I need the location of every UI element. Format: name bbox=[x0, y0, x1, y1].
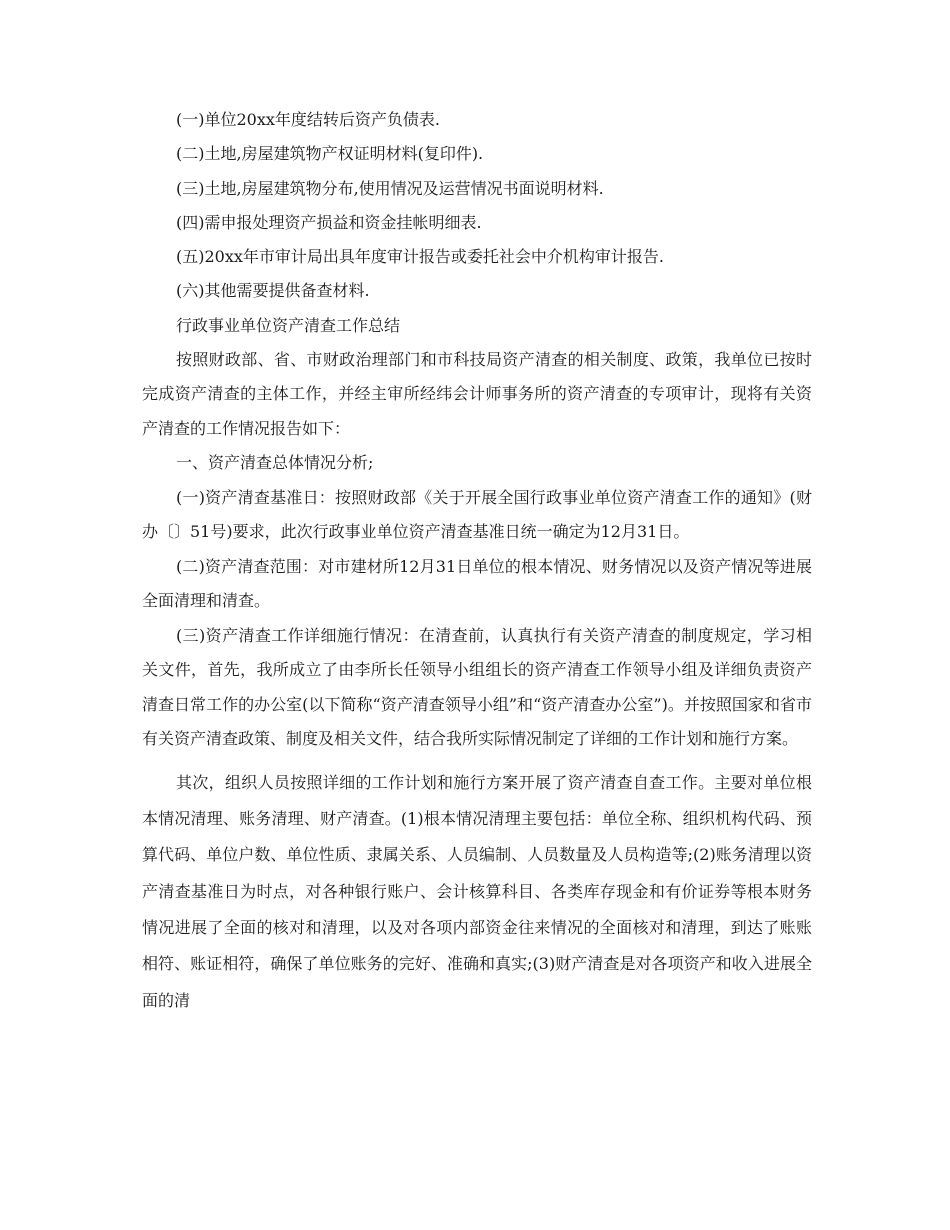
section-title: 行政事业单位资产清查工作总结 bbox=[176, 315, 401, 335]
paragraph-implementation: (三)资产清查工作详细施行情况：在清查前，认真执行有关资产清查的制度规定，学习相关文件，首先，我所成立了由李所长任领导小组组长的资产清查工作领导小组及详细负责资产清查日常工作的办公室(以下简称“资产清查领导小组”和“资产清查办公室”)。并按照国家和省市有关资产清查政策、制度及相关文件，结合我所实际情况制定了详细的工作计划和施行方案。 bbox=[142, 625, 812, 749]
paragraph-heading: 一、资产清查总体情况分析; bbox=[176, 453, 374, 473]
paragraph-base-date: (一)资产清查基准日：按照财政部《关于开展全国行政事业单位资产清查工作的通知》(财办〔〕51号)要求，此次行政事业单位资产清查基准日统一确定为12月31日。 bbox=[142, 487, 812, 542]
requirement-item: (四)需申报处理资产损益和资金挂帐明细表. bbox=[176, 212, 482, 232]
body-text bbox=[142, 343, 812, 757]
body-text-continued bbox=[142, 765, 812, 1019]
requirement-item: (一)单位20xx年度结转后资产负债表. bbox=[176, 110, 440, 129]
paragraph-intro: 按照财政部、省、市财政治理部门和市科技局资产清查的相关制度、政策，我单位已按时完成资产清查的主体工作，并经主审所经纬会计师事务所的资产清查的专项审计，现将有关资产清查的工作情况报告如下： bbox=[142, 349, 812, 438]
requirement-item: (六)其他需要提供备查材料. bbox=[176, 281, 370, 301]
document-page bbox=[142, 112, 812, 1019]
paragraph-scope: (二)资产清查范围：对市建材所12月31日单位的根本情况、财务情况以及资产情况等进展全面清理和清查。 bbox=[142, 556, 812, 611]
requirement-item: (三)土地,房屋建筑物分布,使用情况及运营情况书面说明材料. bbox=[176, 178, 604, 198]
paragraph-self-check: 其次，组织人员按照详细的工作计划和施行方案开展了资产清查自查工作。主要对单位根本情况清理、账务清理、财产清查。(1)根本情况清理主要包括：单位全称、组织机构代码、预算代码、单位户数、单位性质、隶属关系、人员编制、人员数量及人员构造等;(2)账务清理以资产清查基准日为时点，对各种银行账户、会计核算科目、各类库存现金和有价证券等根本财务情况进展了全面的核对和清理，以及对各项内部资金往来情况的全面核对和清理，到达了账账相符、账证相符，确保了单位账务的完好、准确和真实;(3)财产清查是对各项资产和收入进展全面的清 bbox=[142, 772, 812, 1010]
requirement-item: (五)20xx年市审计局出具年度审计报告或委托社会中介机构审计报告. bbox=[176, 247, 664, 267]
requirement-item: (二)土地,房屋建筑物产权证明材料(复印件). bbox=[176, 144, 484, 164]
